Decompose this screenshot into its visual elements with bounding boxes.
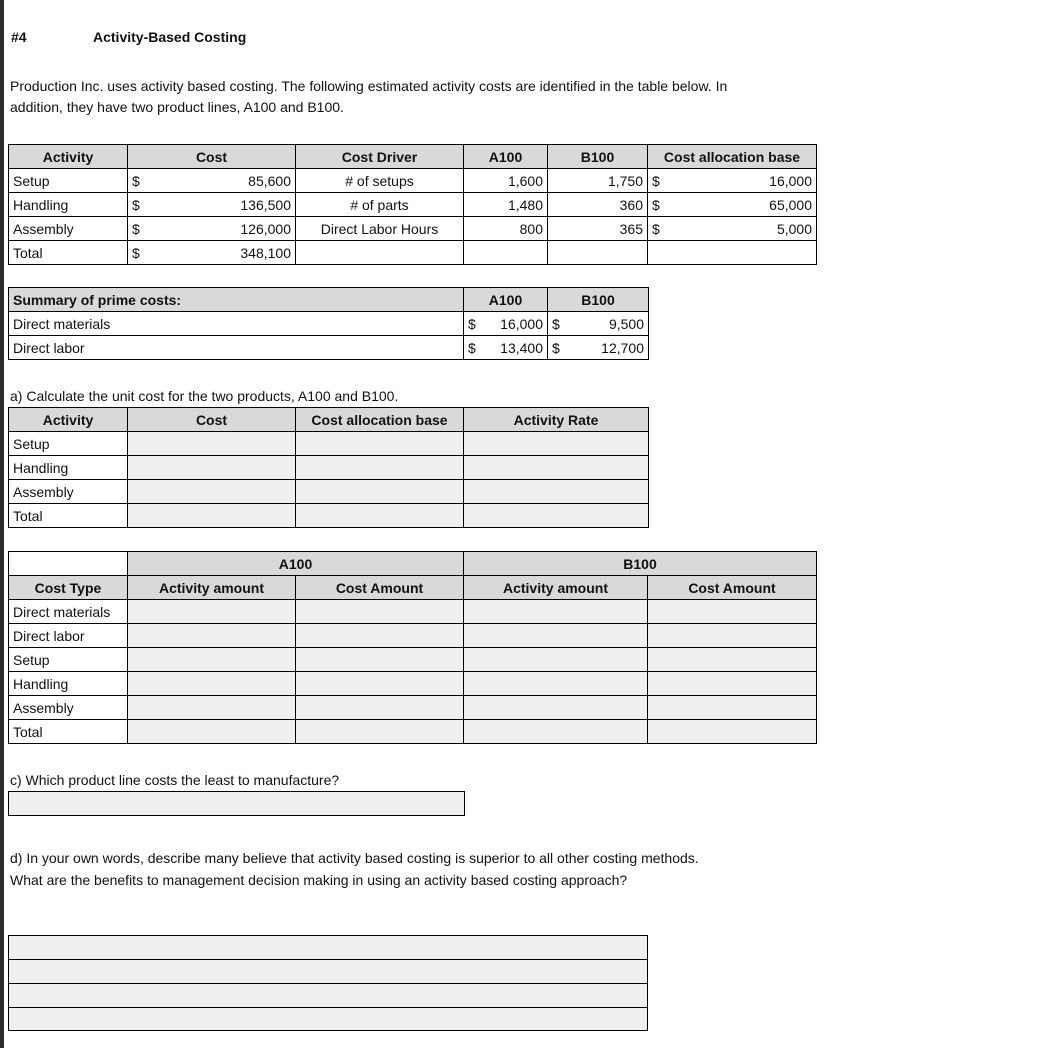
header-b100: B100: [548, 145, 648, 169]
activity-name: Handling: [9, 193, 128, 217]
group-header-a100: A100: [128, 552, 464, 576]
header-cost: Cost: [128, 145, 296, 169]
rate-header-cost: Cost: [128, 408, 296, 432]
a100-value: [464, 241, 548, 265]
prime-costs-table: [8, 287, 649, 360]
currency-symbol: $: [552, 339, 560, 356]
table-row: [9, 456, 649, 480]
a100-value: 1,600: [464, 169, 548, 193]
base-value: 5,000: [776, 220, 812, 237]
prime-b100-value: 9,500: [608, 315, 644, 332]
answer-line: [9, 936, 647, 960]
blank-header-cell: [9, 552, 128, 576]
answer-cell[interactable]: [464, 720, 648, 744]
table-row: [9, 504, 649, 528]
answer-cell[interactable]: [464, 480, 649, 504]
answer-cell[interactable]: [296, 648, 464, 672]
activity-cost-table: [8, 144, 817, 265]
currency-symbol: $: [132, 220, 140, 237]
answer-cell[interactable]: [296, 624, 464, 648]
prime-a100-value: 13,400: [500, 339, 543, 356]
rate-row-label: Total: [9, 504, 128, 528]
table-row: [9, 217, 817, 241]
question-c: c) Which product line costs the least to manufacture?: [10, 772, 340, 788]
page-title: Activity-Based Costing: [93, 29, 247, 45]
answer-cell[interactable]: [464, 648, 648, 672]
cost-driver: # of parts: [296, 193, 464, 217]
prime-header-b100: B100: [548, 288, 649, 312]
b100-value: 360: [548, 193, 648, 217]
table-row: [9, 600, 817, 624]
cost-type-label: Assembly: [9, 696, 128, 720]
a100-value: 800: [464, 217, 548, 241]
cost-value: 136,500: [240, 196, 291, 213]
base-value: 16,000: [769, 172, 812, 189]
table-row: [9, 312, 649, 336]
answer-cell[interactable]: [296, 600, 464, 624]
header-cost-type: Cost Type: [9, 576, 128, 600]
activity-rate-table: [8, 407, 649, 528]
header-b100-cost-amount: Cost Amount: [648, 576, 817, 600]
activity-name: Assembly: [9, 217, 128, 241]
currency-symbol: $: [132, 244, 140, 261]
currency-symbol: $: [652, 172, 660, 189]
table-row: [9, 624, 817, 648]
table-row: [9, 480, 649, 504]
group-header-b100: B100: [464, 552, 817, 576]
answer-cell[interactable]: [464, 600, 648, 624]
header-activity: Activity: [9, 145, 128, 169]
answer-cell[interactable]: [128, 456, 296, 480]
answer-cell[interactable]: [648, 600, 817, 624]
answer-cell[interactable]: [296, 432, 464, 456]
header-b100-activity-amount: Activity amount: [464, 576, 648, 600]
answer-cell[interactable]: [296, 456, 464, 480]
prime-costs-title: Summary of prime costs:: [9, 288, 464, 312]
answer-cell[interactable]: [648, 624, 817, 648]
table-row: [9, 193, 817, 217]
table-row: [9, 432, 649, 456]
currency-symbol: $: [552, 315, 560, 332]
header-a100: A100: [464, 145, 548, 169]
answer-cell[interactable]: [296, 720, 464, 744]
currency-symbol: $: [132, 196, 140, 213]
answer-cell[interactable]: [464, 696, 648, 720]
prime-costs-header: [9, 288, 649, 312]
answer-cell[interactable]: [128, 648, 296, 672]
rate-header-allocation-base: Cost allocation base: [296, 408, 464, 432]
answer-cell[interactable]: [464, 672, 648, 696]
table-row: [9, 696, 817, 720]
unit-cost-column-header: [9, 576, 817, 600]
cost-type-label: Handling: [9, 672, 128, 696]
base-value: [648, 241, 817, 265]
prime-cost-label: Direct labor: [9, 336, 464, 360]
cost-value: 348,100: [240, 244, 291, 261]
unit-cost-group-header: [9, 552, 817, 576]
question-a: a) Calculate the unit cost for the two products, A100 and B100.: [10, 388, 399, 404]
activity-table-header: [9, 145, 817, 169]
activity-name: Total: [9, 241, 128, 265]
header-allocation-base: Cost allocation base: [648, 145, 817, 169]
answer-cell[interactable]: [648, 648, 817, 672]
answer-cell[interactable]: [296, 696, 464, 720]
b100-value: 1,750: [548, 169, 648, 193]
cost-type-label: Direct labor: [9, 624, 128, 648]
prime-a100-value: 16,000: [500, 315, 543, 332]
currency-symbol: $: [652, 220, 660, 237]
cost-value: 85,600: [248, 172, 291, 189]
rate-row-label: Assembly: [9, 480, 128, 504]
currency-symbol: $: [132, 172, 140, 189]
answer-cell[interactable]: [128, 696, 296, 720]
rate-header-activity: Activity: [9, 408, 128, 432]
cost-driver: Direct Labor Hours: [296, 217, 464, 241]
cost-driver: [296, 241, 464, 265]
answer-d-field[interactable]: [8, 935, 648, 1031]
left-window-edge: [0, 0, 4, 1048]
answer-line: [9, 984, 647, 1008]
header-a100-cost-amount: Cost Amount: [296, 576, 464, 600]
answer-cell[interactable]: [296, 504, 464, 528]
answer-cell[interactable]: [648, 696, 817, 720]
prime-cost-label: Direct materials: [9, 312, 464, 336]
answer-cell[interactable]: [464, 504, 649, 528]
answer-cell[interactable]: [128, 432, 296, 456]
answer-cell[interactable]: [464, 624, 648, 648]
cost-type-label: Total: [9, 720, 128, 744]
table-row: [9, 336, 649, 360]
table-row: [9, 720, 817, 744]
answer-cell[interactable]: [128, 504, 296, 528]
header-cost-driver: Cost Driver: [296, 145, 464, 169]
answer-cell[interactable]: [648, 720, 817, 744]
rate-row-label: Handling: [9, 456, 128, 480]
cost-type-label: Setup: [9, 648, 128, 672]
header-a100-activity-amount: Activity amount: [128, 576, 296, 600]
cost-value: 126,000: [240, 220, 291, 237]
answer-cell[interactable]: [648, 672, 817, 696]
a100-value: 1,480: [464, 193, 548, 217]
question-d: d) In your own words, describe many believe that activity based costing is superior to all other costing methods. What are the benefits to management decision making in using an activity based costing approach?: [10, 850, 699, 888]
rate-row-label: Setup: [9, 432, 128, 456]
answer-cell[interactable]: [296, 480, 464, 504]
currency-symbol: $: [468, 315, 476, 332]
answer-line: [9, 960, 647, 984]
answer-cell[interactable]: [464, 432, 649, 456]
table-row: [9, 169, 817, 193]
table-row: [9, 648, 817, 672]
currency-symbol: $: [652, 196, 660, 213]
prime-b100-value: 12,700: [601, 339, 644, 356]
table-row: [9, 672, 817, 696]
answer-cell[interactable]: [128, 720, 296, 744]
cost-driver: # of setups: [296, 169, 464, 193]
prime-header-a100: A100: [464, 288, 548, 312]
unit-cost-table: [8, 551, 817, 744]
cost-type-label: Direct materials: [9, 600, 128, 624]
answer-cell[interactable]: [296, 672, 464, 696]
answer-c-field[interactable]: [8, 791, 465, 816]
answer-cell[interactable]: [128, 672, 296, 696]
answer-cell[interactable]: [128, 624, 296, 648]
answer-cell[interactable]: [128, 600, 296, 624]
currency-symbol: $: [468, 339, 476, 356]
b100-value: 365: [548, 217, 648, 241]
b100-value: [548, 241, 648, 265]
activity-name: Setup: [9, 169, 128, 193]
rate-header-activity-rate: Activity Rate: [464, 408, 649, 432]
table-row: [9, 241, 817, 265]
activity-rate-header: [9, 408, 649, 432]
answer-cell[interactable]: [128, 480, 296, 504]
answer-cell[interactable]: [464, 456, 649, 480]
intro-paragraph: Production Inc. uses activity based costing. The following estimated activity costs are identified in the table below. In addition, they have two product lines, A100 and B100.: [10, 78, 728, 115]
base-value: 65,000: [769, 196, 812, 213]
problem-number: #4: [11, 29, 27, 45]
